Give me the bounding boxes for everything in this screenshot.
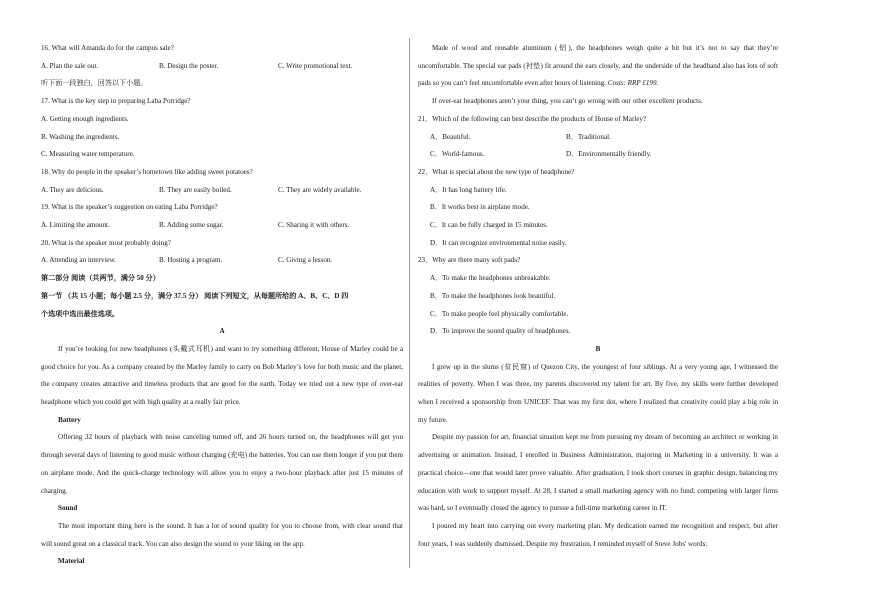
option-b: B. Washing the ingredients. — [41, 132, 120, 141]
question-19: 19. What is the speaker’s suggestion on eating Laba Porridge? — [41, 203, 218, 212]
option-d: D．It can recognize environmental noise easily. — [430, 238, 567, 247]
question-20-options — [41, 252, 403, 270]
text-line: Made of wood and reusable aluminum (铝), the headphones weigh quite a bit but it’s not to say that they’re — [432, 44, 778, 52]
option-a: A. Plan the sale out. — [41, 61, 99, 70]
option-b: B. Adding some sugar. — [159, 221, 224, 230]
right-column — [418, 40, 778, 553]
question-21: 21．Which of the following can best describe the products of House of Marley? — [418, 114, 647, 123]
option-c: C. Measuring water temperature. — [41, 150, 135, 159]
text-line: Offering 32 hours of playback with noise canceling turned off, and 26 hours turned on, the headphones will get — [58, 433, 390, 442]
text-line: creativity could play a big role in my future. — [418, 398, 778, 424]
text-line: if you put them on airplane mode. And the quick-charge technology will allow you to enjoy a two-hour playback — [41, 451, 403, 477]
left-column — [41, 40, 403, 571]
option-a: A. They are delicious. — [41, 185, 104, 194]
option-c: C．World-famous. — [430, 150, 485, 159]
option-d: D．Environmentally friendly. — [566, 150, 652, 159]
option-a: A．Beautiful. — [430, 132, 471, 141]
passage-b-label: B — [595, 344, 601, 353]
option-a: A．To make the headphones unbreakable. — [430, 274, 551, 283]
text-line: you through several days of listening to good music without charging (充电) the batteries. You can use them longer — [41, 433, 403, 460]
text-line: after just 15 minutes of charging. — [41, 468, 403, 495]
text-line: If you’re looking for new headphones (头戴式耳机) and want to try something different, House of Marley — [58, 344, 371, 353]
option-d: D．To improve the sound quality of headphones. — [430, 327, 571, 336]
option-a: A. Limiting the amount. — [41, 221, 110, 230]
question-17: 17. What is the key step in preparing Laba Porridge? — [41, 97, 191, 106]
text-line: Despite my passion for art, financial situation kept me from pursuing my dream of becoming an architect or — [432, 433, 745, 442]
text-line: I poured my heart into carrying out every marketing plan. My dedication earned me recognition and respect, — [432, 521, 751, 530]
question-21-options-row-1 — [418, 129, 778, 147]
question-19-options — [41, 217, 403, 235]
material-heading: Material — [58, 557, 85, 566]
option-a: A. Getting enough ingredients. — [41, 114, 129, 123]
text-line: sound that will sound great on a classical track. You can also design the sound to your liking on the app. — [41, 521, 404, 548]
passage-b-paragraph-2 — [418, 429, 778, 518]
text-line: The most important thing here is the sound. It has a lot of sound quality for you to choose from, with clear — [58, 521, 371, 530]
question-18: 18. Why do people in the speaker’s hometown like adding sweet potatoes? — [41, 167, 253, 176]
option-b: B. Design the poster. — [159, 61, 219, 70]
option-c: C. They are widely available. — [278, 185, 362, 194]
option-c: C. Sharing it with others. — [278, 221, 350, 230]
sound-heading: Sound — [58, 504, 78, 513]
text-line: career in IT. — [632, 504, 668, 513]
question-21-options-row-2 — [418, 146, 778, 164]
passage-b-paragraph-1 — [418, 359, 778, 430]
section-1-instruction: 第一节 （共 15 小题；每小题 2.5 分，满分 37.5 分） 阅读下列短文，从每题所给的 A、B、C、D 四 — [41, 291, 349, 300]
column-divider — [409, 38, 410, 568]
option-b: B. They are easily boiled. — [159, 185, 232, 194]
listening-instruction: 听下面一段独白，回答以下小题。 — [41, 79, 148, 88]
battery-paragraph — [41, 429, 403, 500]
question-20: 20. What is the speaker most probably doing? — [41, 238, 171, 247]
text-line: music and the planet, the company creates attractive and timeless products that are good for the earth. Today we — [41, 362, 403, 389]
passage-a-intro — [41, 341, 403, 412]
option-b: B．It works best in airplane mode. — [430, 203, 530, 212]
option-a: A. Attending an interview. — [41, 256, 116, 265]
text-line: working in advertising or animation. Instead, I enrolled in Business Administration, majoring in Marketing in a — [418, 433, 778, 460]
option-b: B．To make the headphones look beautiful. — [430, 291, 556, 300]
section-1-instruction-cont: 个选项中选出最佳选项。 — [41, 309, 120, 318]
text-line: I grew up in the slums (贫民窟) of Quezon City, the youngest of four siblings. At a very young age, I — [432, 362, 737, 371]
passage-b-paragraph-3 — [418, 518, 778, 553]
option-c: C．To make people feel physically comfortable. — [430, 309, 569, 318]
text-line: could be a good choice for you. As a company created by the Marley family to carry on Bob Marley’s love for both — [41, 344, 404, 371]
question-23: 23．Why are there many soft pads? — [418, 256, 521, 265]
text-line: tried out a new type of over-ear headphone which you could get with high quality at a really fair price. — [41, 380, 404, 407]
option-c: C. Write promotional text. — [278, 61, 353, 70]
question-22: 22．What is special about the new type of headphone? — [418, 167, 575, 176]
material-paragraph — [418, 40, 778, 93]
text-line: university. It was a practical choice—one that would later prove valuable. After graduation, I took short courses in — [418, 451, 778, 477]
text-line: but after four years, I was suddenly dismissed. Despite my frustration, I reminded myself of Steve Jobs' words: — [418, 521, 778, 548]
sound-paragraph — [41, 518, 403, 553]
text-line: no fund; competing with larger firms was hard, so I eventually closed the agency to pursue a full-time marketing — [418, 486, 778, 513]
question-18-options — [41, 182, 403, 200]
option-b: B. Hosting a program. — [159, 256, 223, 265]
text-line: further developed when I received a sponsorship from UNICEF. That was my first dot, where I realized that — [418, 380, 778, 407]
text-line: lots of soft pads so you can’t feel uncomfortable even after hours of listening. — [418, 61, 778, 88]
option-c: C．It can be fully charged in 15 minutes. — [430, 221, 548, 230]
question-16-options — [41, 58, 403, 76]
closing-line: If over-ear headphones aren’t your thing, you can’t go wrong with our other excellent products. — [432, 97, 703, 106]
option-b: B．Traditional. — [566, 132, 611, 141]
text-line: graphic design, balancing my education with work to support myself. At 28, I started a small marketing agency with — [418, 468, 779, 495]
passage-a-label: A — [219, 327, 225, 336]
option-c: C. Giving a lesson. — [278, 256, 333, 265]
price-text: Costs: RRP £199. — [607, 79, 659, 88]
part-2-title: 第二部分 阅读（共两节，满分 50 分） — [41, 274, 160, 283]
question-16: 16. What will Amanda do for the campus sale? — [41, 44, 174, 52]
option-a: A．It has long battery life. — [430, 185, 507, 194]
text-line: witnessed the realities of poverty. When I was three, my parents discovered my talent for art. By five, my skills were — [418, 362, 778, 389]
text-line: uncomfortable. The special ear pads (衬垫) fit around the ears closely, and the underside of the headband also has — [418, 61, 746, 70]
battery-heading: Battery — [58, 415, 81, 424]
